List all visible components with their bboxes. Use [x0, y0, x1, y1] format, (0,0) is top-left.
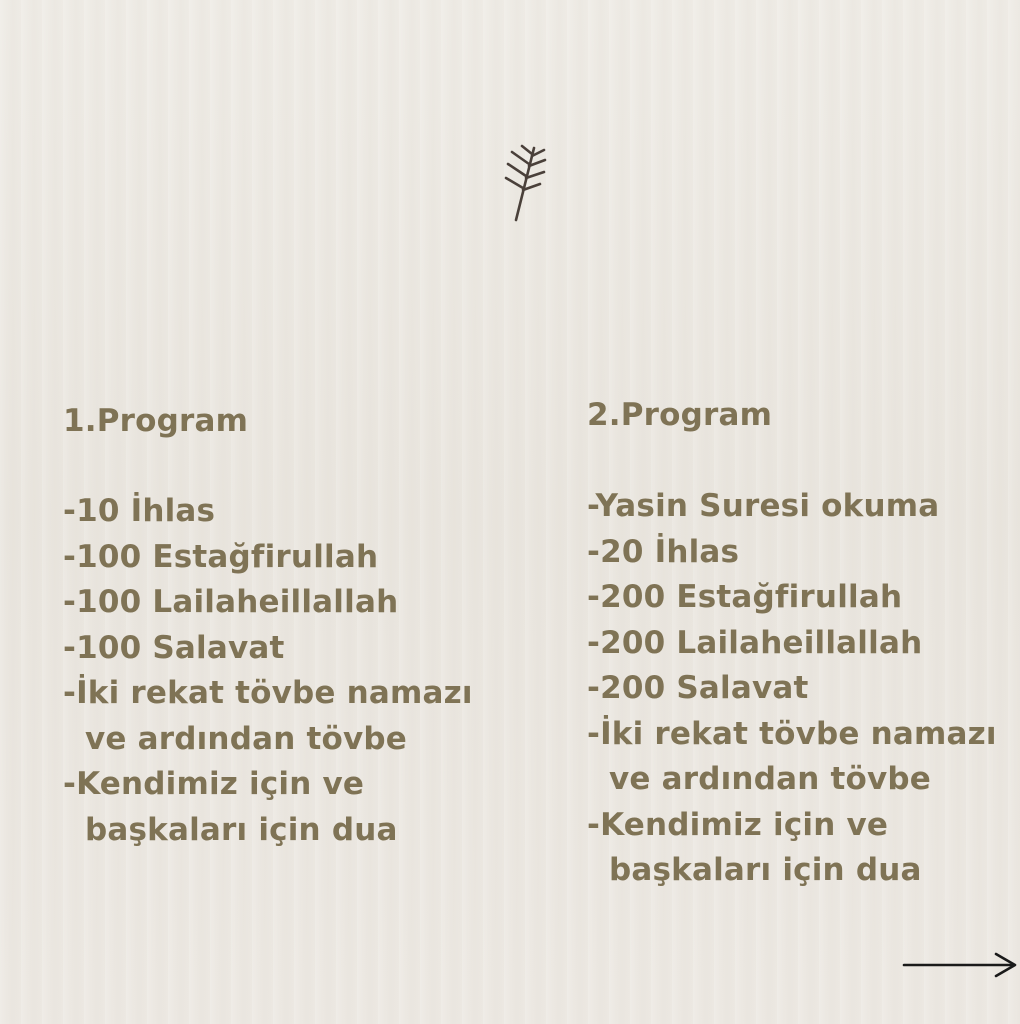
list-item: -20 İhlas [587, 533, 740, 570]
leaf-sprig-icon [498, 142, 554, 224]
list-item: -200 Salavat [587, 670, 809, 706]
list-item: -İki rekat tövbe namazı [587, 715, 997, 752]
list-item: başkaları için dua [587, 852, 922, 888]
list-item: -İki rekat tövbe namazı [63, 675, 473, 711]
list-item: ve ardından tövbe [587, 761, 932, 797]
list-item: -100 Lailaheillallah [63, 584, 399, 620]
list-item: ve ardından tövbe [63, 720, 408, 757]
program-2-title: 2.Program [587, 397, 773, 433]
program-1-title: 1.Program [63, 403, 249, 439]
arrow-right-icon[interactable] [900, 950, 1018, 980]
list-item: başkaları için dua [63, 811, 398, 848]
list-item: -100 Salavat [63, 629, 285, 666]
list-item: -200 Estağfirullah [587, 579, 903, 615]
list-item: -100 Estağfirullah [63, 538, 379, 575]
list-item: -Kendimiz için ve [63, 766, 365, 802]
list-item: -200 Lailaheillallah [587, 624, 923, 661]
program-2 [587, 392, 997, 894]
list-item: -10 İhlas [63, 493, 216, 529]
program-2-list [587, 484, 997, 894]
program-1 [63, 398, 473, 853]
program-1-list [63, 489, 473, 853]
list-item: -Kendimiz için ve [587, 806, 889, 843]
list-item: -Yasin Suresi okuma [587, 488, 940, 524]
